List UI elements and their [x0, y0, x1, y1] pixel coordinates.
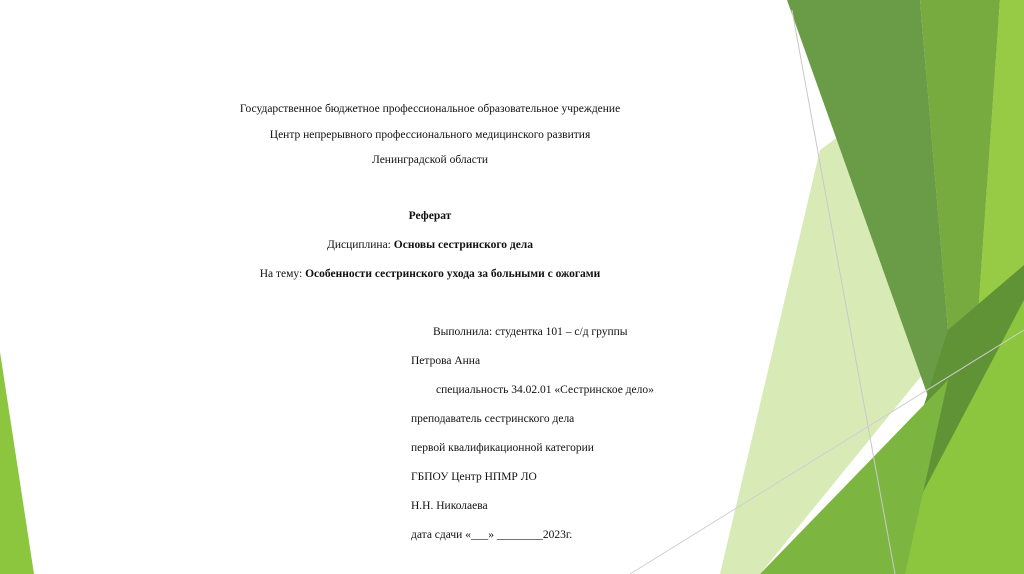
topic-label: На тему: [259, 268, 303, 280]
student-name: Петрова Анна [411, 355, 481, 367]
performed-by-line: Выполнила: студентка 101 – с/д группы [433, 326, 628, 338]
teacher-category: первой квалификационной категории [411, 442, 594, 454]
topic-value: Особенности сестринского ухода за больными с ожогами [305, 268, 601, 280]
topic-line [0, 267, 860, 281]
discipline-value: Основы сестринского дела [393, 239, 534, 251]
discipline-label: Дисциплина: [326, 239, 391, 251]
organization: ГБПОУ Центр НПМР ЛО [411, 471, 537, 483]
institution-line-2: Центр непрерывного профессионального медицинского развития [269, 129, 591, 141]
teacher-name: Н.Н. Николаева [411, 500, 488, 512]
teacher-role: преподаватель сестринского дела [411, 413, 575, 425]
due-date-line: дата сдачи «___» ________2023г. [411, 529, 573, 541]
left-green-triangle [0, 352, 34, 574]
discipline-line [0, 238, 860, 252]
institution-line-1: Государственное бюджетное профессиональное образовательное учреждение [239, 103, 621, 115]
specialty-line: специальность 34.02.01 «Сестринское дело» [436, 384, 654, 396]
institution-line-3: Ленинградской области [371, 154, 489, 166]
document-type-heading: Реферат [408, 210, 452, 222]
